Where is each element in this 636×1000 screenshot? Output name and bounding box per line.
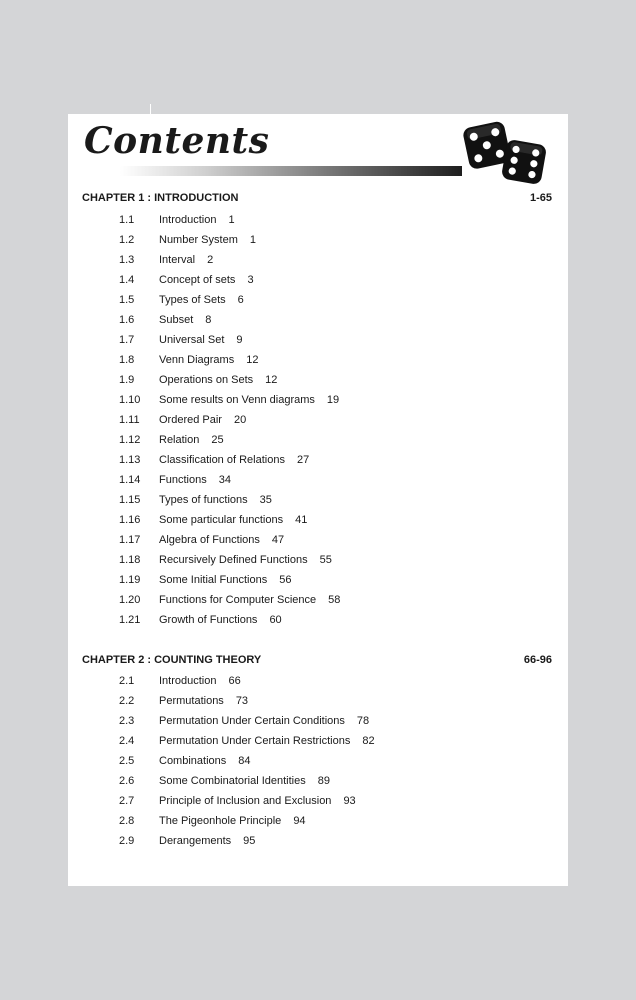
section-title: Recursively Defined Functions — [159, 554, 308, 566]
section-page: 2 — [207, 254, 214, 266]
section-page: 55 — [319, 554, 332, 566]
toc-entry — [68, 771, 568, 791]
section-number: 1.20 — [119, 594, 141, 606]
toc-entry — [68, 390, 568, 410]
gradient-rule — [120, 166, 462, 176]
section-number: 1.3 — [119, 254, 135, 266]
toc-entry — [68, 711, 568, 731]
section-page: 3 — [247, 274, 254, 286]
section-page: 94 — [293, 815, 306, 827]
section-title: Concept of sets — [159, 274, 236, 286]
section-page: 95 — [243, 835, 256, 847]
toc-entry — [68, 330, 568, 350]
toc-entry — [68, 490, 568, 510]
section-page: 12 — [265, 374, 278, 386]
toc-entry — [68, 230, 568, 250]
toc-entry — [68, 590, 568, 610]
section-page: 1 — [228, 214, 235, 226]
section-number: 2.6 — [119, 775, 135, 787]
chapter-1-heading — [82, 192, 552, 204]
section-title: Functions for Computer Science — [159, 594, 317, 606]
section-page: 66 — [228, 675, 241, 687]
section-title: Combinations — [159, 755, 227, 767]
section-title: Some Combinatorial Identities — [159, 775, 306, 787]
section-title: Derangements — [159, 835, 232, 847]
toc-entry — [68, 450, 568, 470]
section-page: 89 — [317, 775, 330, 787]
section-title: Classification of Relations — [159, 454, 285, 466]
section-title: Growth of Functions — [159, 614, 258, 626]
section-number: 1.19 — [119, 574, 141, 586]
section-page: 19 — [326, 394, 340, 406]
section-number: 1.7 — [119, 334, 135, 346]
section-title: Interval — [159, 254, 196, 266]
section-page: 34 — [218, 474, 231, 486]
toc-entry — [68, 430, 568, 450]
toc-entry — [68, 731, 568, 751]
section-number: 1.8 — [119, 354, 135, 366]
section-number: 1.21 — [119, 614, 141, 626]
section-number: 1.10 — [119, 394, 141, 406]
section-page: 93 — [343, 795, 356, 807]
toc-entry — [68, 811, 568, 831]
section-title: Some particular functions — [159, 514, 284, 526]
section-number: 1.17 — [119, 534, 141, 546]
toc-entry — [68, 270, 568, 290]
toc-entry — [68, 570, 568, 590]
section-number: 2.3 — [119, 715, 135, 727]
section-title: Some results on Venn diagrams — [159, 394, 315, 406]
toc-entry — [68, 671, 568, 691]
section-page: 60 — [269, 614, 282, 626]
toc-entry — [68, 290, 568, 310]
section-title: Algebra of Functions — [159, 534, 260, 546]
section-number: 1.16 — [119, 514, 141, 526]
section-page: 56 — [279, 574, 292, 586]
section-title: Permutation Under Certain Restrictions — [159, 735, 351, 747]
section-number: 2.7 — [119, 795, 135, 807]
chapter-page-range: 66-96 — [523, 654, 552, 666]
section-number: 1.11 — [119, 414, 140, 426]
section-number: 2.2 — [119, 695, 135, 707]
section-title: Functions — [159, 474, 207, 486]
section-title: Principle of Inclusion and Exclusion — [159, 795, 332, 807]
chapter-2-sections — [68, 671, 568, 851]
chapter-page-range: 1-65 — [529, 192, 552, 204]
toc-entry — [68, 530, 568, 550]
section-title: Ordered Pair — [159, 414, 222, 426]
section-title: Types of Sets — [159, 294, 226, 306]
section-page: 78 — [356, 715, 370, 727]
section-number: 1.13 — [119, 454, 141, 466]
contents-heading: Contents — [84, 120, 270, 162]
section-page: 82 — [362, 735, 375, 747]
toc-entry — [68, 350, 568, 370]
section-page: 6 — [237, 294, 244, 306]
section-title: Number System — [159, 234, 238, 246]
section-number: 1.12 — [119, 434, 141, 446]
section-page: 27 — [296, 454, 310, 466]
toc-entry — [68, 510, 568, 530]
toc-entry — [68, 691, 568, 711]
section-title: Operations on Sets — [159, 374, 254, 386]
section-number: 1.14 — [119, 474, 141, 486]
section-page: 25 — [211, 434, 224, 446]
toc-entry — [68, 310, 568, 330]
section-page: 58 — [328, 594, 341, 606]
section-title: Relation — [159, 434, 200, 446]
toc-entry — [68, 791, 568, 811]
section-page: 8 — [205, 314, 212, 326]
section-number: 2.4 — [119, 735, 135, 747]
contents-page — [68, 114, 568, 886]
section-page: 12 — [246, 354, 259, 366]
section-title: Universal Set — [159, 334, 225, 346]
toc-entry — [68, 751, 568, 771]
chapter-title: CHAPTER 1 : INTRODUCTION — [82, 192, 239, 204]
section-number: 1.18 — [119, 554, 141, 566]
chapter-title: CHAPTER 2 : COUNTING THEORY — [82, 654, 262, 666]
section-number: 1.6 — [119, 314, 135, 326]
toc-entry — [68, 550, 568, 570]
section-title: Permutations — [159, 695, 224, 707]
section-page: 9 — [236, 334, 243, 346]
section-number: 2.9 — [119, 835, 135, 847]
section-title: Some Initial Functions — [159, 574, 268, 586]
crop-mark — [150, 104, 151, 114]
section-title: Types of functions — [159, 494, 248, 506]
section-page: 84 — [238, 755, 251, 767]
section-title: The Pigeonhole Principle — [159, 815, 282, 827]
section-title: Introduction — [159, 214, 217, 226]
section-number: 1.15 — [119, 494, 141, 506]
section-number: 2.5 — [119, 755, 135, 767]
section-number: 2.1 — [119, 675, 135, 687]
section-number: 1.4 — [119, 274, 135, 286]
section-page: 1 — [249, 234, 256, 246]
section-number: 2.8 — [119, 815, 135, 827]
section-page: 73 — [235, 695, 249, 707]
section-title: Subset — [159, 314, 194, 326]
section-title: Permutation Under Certain Conditions — [159, 715, 345, 727]
chapter-1-sections — [68, 210, 568, 630]
dice-icon — [460, 118, 550, 190]
toc-entry — [68, 410, 568, 430]
toc-entry — [68, 470, 568, 490]
section-page: 20 — [233, 414, 247, 426]
toc-entry — [68, 250, 568, 270]
section-page: 35 — [259, 494, 272, 506]
section-page: 41 — [295, 514, 308, 526]
toc-entry — [68, 831, 568, 851]
section-title: Introduction — [159, 675, 217, 687]
section-number: 1.2 — [119, 234, 135, 246]
toc-entry — [68, 210, 568, 230]
chapter-2-heading — [82, 654, 552, 666]
section-number: 1.1 — [119, 214, 135, 226]
toc-entry — [68, 370, 568, 390]
section-number: 1.5 — [119, 294, 135, 306]
section-number: 1.9 — [119, 374, 135, 386]
toc-entry — [68, 610, 568, 630]
section-page: 47 — [271, 534, 285, 546]
section-title: Venn Diagrams — [159, 354, 235, 366]
